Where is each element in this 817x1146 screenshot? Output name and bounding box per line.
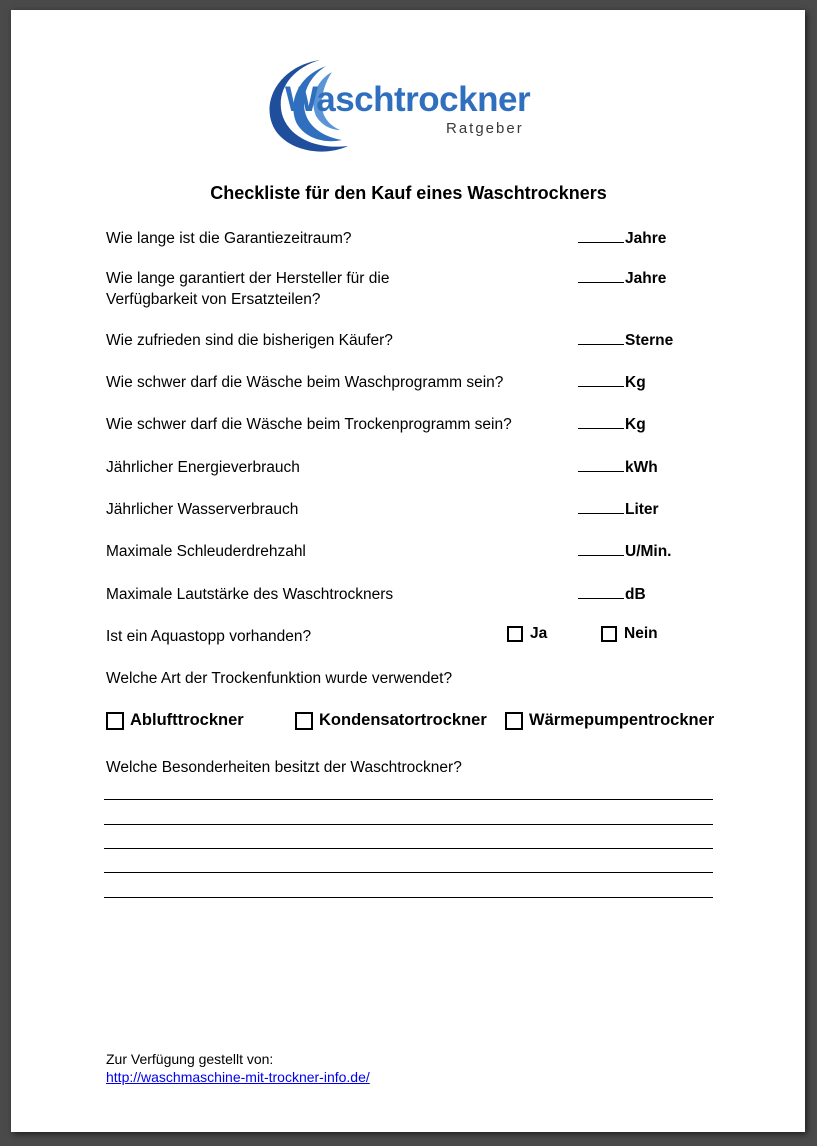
checkbox-waermepumpentrockner[interactable] [505,711,714,730]
unit-label: Jahre [625,270,667,287]
answer-blank[interactable] [578,330,624,345]
page-title: Checkliste für den Kauf eines Waschtrockners [210,183,607,203]
checkbox-ja[interactable] [507,625,547,643]
question-spin-speed: Maximale Schleuderdrehzahl [106,543,306,560]
question-dry-load: Wie schwer darf die Wäsche beim Trockenprogramm sein? [106,416,512,433]
unit-label: Kg [625,416,646,433]
answer-line[interactable] [104,848,713,849]
answer-blank[interactable] [578,268,624,283]
checkbox-label: Ablufttrockner [130,711,244,729]
answer-noise[interactable] [578,584,646,605]
question-features: Welche Besonderheiten besitzt der Waschtrockner? [106,759,462,776]
question-spare-parts [106,268,389,310]
answer-line[interactable] [104,897,713,898]
question-water: Jährlicher Wasserverbrauch [106,501,299,518]
document-page [11,10,805,1132]
question-spare-parts-line1: Wie lange garantiert der Hersteller für die [106,270,390,287]
checkbox-kondensatortrockner[interactable] [295,711,487,730]
logo-wordmark: Waschtrockner [285,80,531,119]
answer-line[interactable] [104,824,713,825]
answer-line[interactable] [104,799,713,800]
unit-label: Sterne [625,332,674,349]
answer-blank[interactable] [578,372,624,387]
question-aquastop: Ist ein Aquastopp vorhanden? [106,628,312,645]
checkbox-label: Wärmepumpentrockner [529,711,715,729]
footer [106,1050,370,1086]
unit-label: kWh [625,459,658,476]
unit-label: dB [625,586,646,603]
answer-spare-parts[interactable] [578,268,666,289]
answer-line[interactable] [104,872,713,873]
unit-label: Liter [625,501,659,518]
question-spare-parts-line2: Verfügbarkeit von Ersatzteilen? [106,291,321,308]
answer-satisfaction[interactable] [578,330,673,351]
checkbox-square-icon[interactable] [505,712,523,730]
answer-blank[interactable] [578,414,624,429]
footer-label: Zur Verfügung gestellt von: [106,1051,274,1067]
question-noise: Maximale Lautstärke des Waschtrockners [106,586,394,603]
checkbox-ablufttrockner[interactable] [106,711,244,730]
footer-link[interactable]: http://waschmaschine-mit-trockner-info.de/ [106,1069,370,1085]
unit-label: U/Min. [625,543,672,560]
unit-label: Kg [625,374,646,391]
question-dryer-type: Welche Art der Trockenfunktion wurde verwendet? [106,670,453,687]
answer-wash-load[interactable] [578,372,646,393]
checkbox-square-icon[interactable] [601,626,617,642]
answer-spin-speed[interactable] [578,541,672,562]
checkbox-square-icon[interactable] [106,712,124,730]
question-satisfaction: Wie zufrieden sind die bisherigen Käufer? [106,332,393,349]
question-warranty: Wie lange ist die Garantiezeitraum? [106,230,352,247]
checkbox-label: Nein [624,625,658,642]
answer-warranty[interactable] [578,228,666,249]
answer-blank[interactable] [578,499,624,514]
answer-blank[interactable] [578,584,624,599]
unit-label: Jahre [625,230,667,247]
checkbox-label: Kondensatortrockner [319,711,487,729]
question-energy: Jährlicher Energieverbrauch [106,459,300,476]
checkbox-square-icon[interactable] [507,626,523,642]
question-wash-load: Wie schwer darf die Wäsche beim Waschprogramm sein? [106,374,504,391]
answer-water[interactable] [578,499,659,520]
checkbox-square-icon[interactable] [295,712,313,730]
answer-blank[interactable] [578,228,624,243]
answer-blank[interactable] [578,457,624,472]
checkbox-nein[interactable] [601,625,658,643]
logo-subtitle: Ratgeber [446,120,524,137]
answer-blank[interactable] [578,541,624,556]
answer-dry-load[interactable] [578,414,646,435]
checkbox-label: Ja [530,625,548,642]
answer-energy[interactable] [578,457,658,478]
